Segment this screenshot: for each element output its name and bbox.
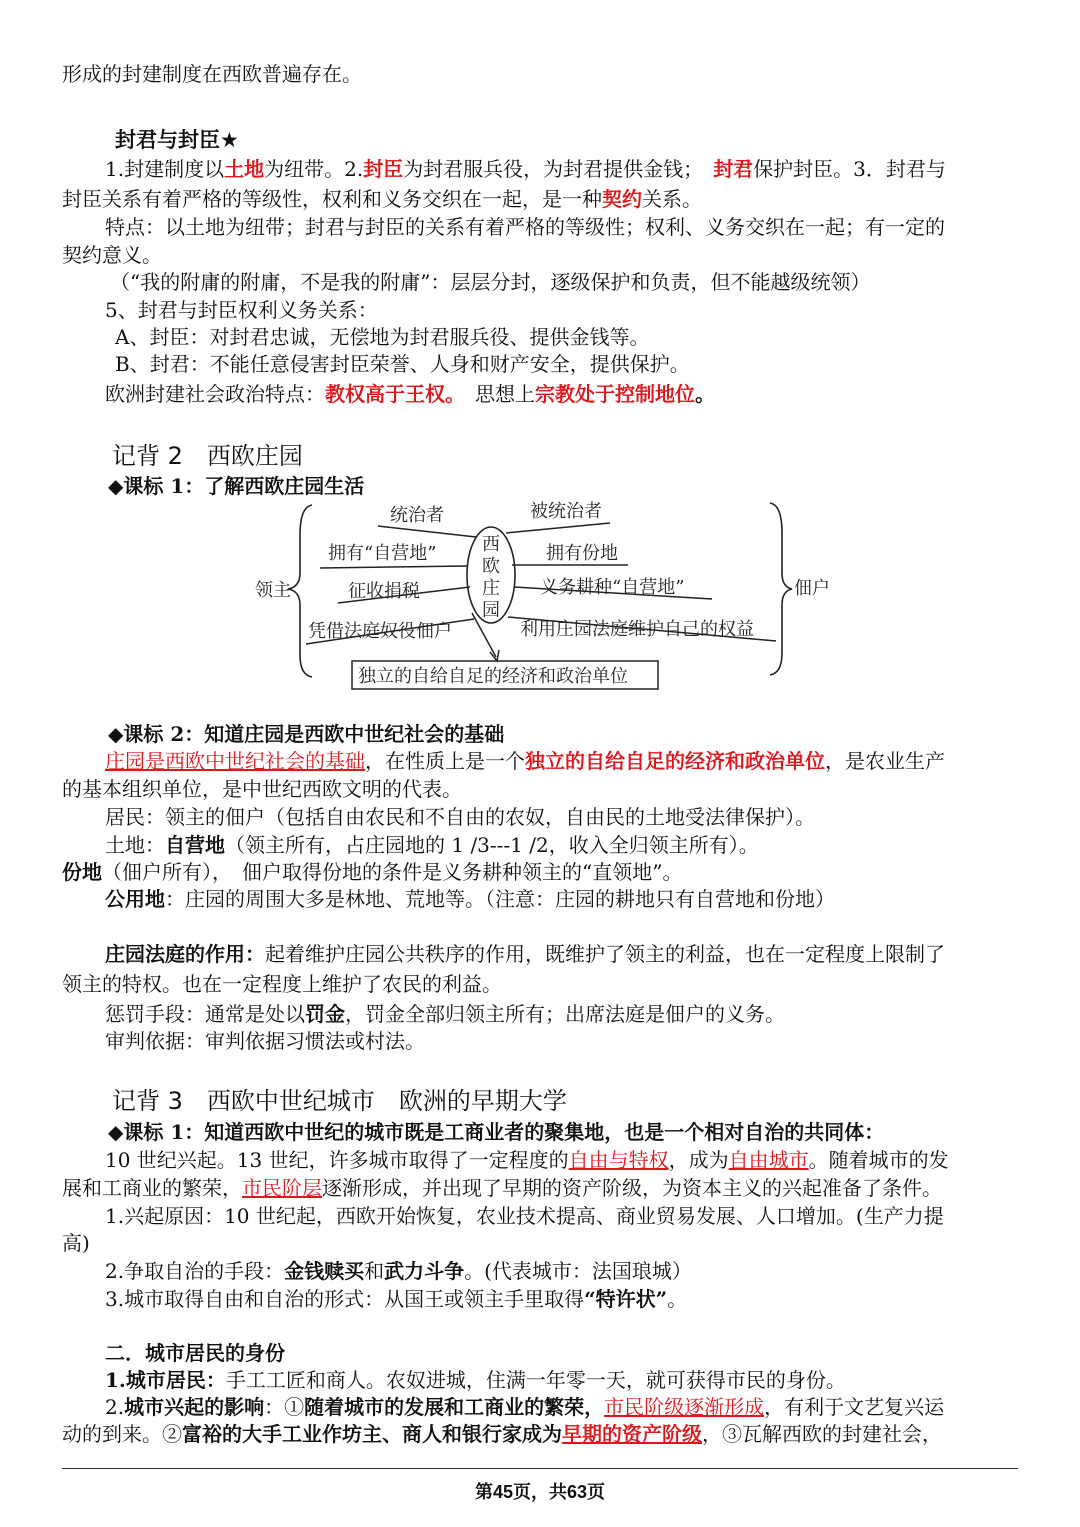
manor-char: 西 xyxy=(482,534,500,555)
paragraph-line: B、封君：不能任意侵害封臣荣誉、人身和财产安全，提供保护。 xyxy=(115,352,690,376)
paragraph-line: 1.城市居民：手工工匠和商人。农奴进城，住满一年零一天，就可获得市民的身份。 xyxy=(105,1368,846,1392)
diagram-right-item: 被统治者 xyxy=(530,501,602,522)
paragraph-line: 惩罚手段：通常是处以罚金，罚金全部归领主所有；出席法庭是佃户的义务。 xyxy=(105,1002,785,1026)
paragraph-line: A、封臣：对封君忠诚，无偿地为封君服兵役、提供金钱等。 xyxy=(115,325,650,349)
text-line: 形成的封建制度在西欧普遍存在。 xyxy=(62,62,362,86)
manor-char: 欧 xyxy=(482,556,500,577)
manor-diagram xyxy=(250,495,830,695)
paragraph-line: 封臣关系有着严格的等级性，权利和义务交织在一起，是一种契约关系。 xyxy=(62,187,702,211)
lord-label: 领主 xyxy=(255,580,291,601)
subheading: 二．城市居民的身份 xyxy=(105,1341,285,1365)
tenant-label: 佃户 xyxy=(794,578,830,599)
diagram-right-item: 义务耕种“自营地” xyxy=(540,577,685,598)
paragraph-line: 庄园是西欧中世纪社会的基础，在性质上是一个独立的自给自足的经济和政治单位，是农业生产 xyxy=(105,749,945,773)
curriculum-standard: ◆课标 1：知道西欧中世纪的城市既是工商业者的聚集地，也是一个相对自治的共同体： xyxy=(108,1120,885,1144)
paragraph-line: 公用地：庄园的周围大多是林地、荒地等。（注意：庄园的耕地只有自营地和份地） xyxy=(105,887,835,911)
paragraph-line: 10 世纪兴起。13 世纪，许多城市取得了一定程度的自由与特权，成为自由城市。随着城市的发 xyxy=(105,1148,949,1172)
diagram-bottom-text: 独立的自给自足的经济和政治单位 xyxy=(358,666,628,687)
paragraph-line: 3.城市取得自由和自治的形式：从国王或领主手里取得“特许状”。 xyxy=(105,1287,688,1311)
curriculum-standard: ◆课标 1：了解西欧庄园生活 xyxy=(108,474,365,498)
manor-char: 园 xyxy=(482,600,500,621)
paragraph-line: 领主的特权。也在一定程度上维护了农民的利益。 xyxy=(62,972,502,996)
paragraph-line: 5、封君与封臣权利义务关系： xyxy=(105,298,378,322)
diagram-left-item: 征收捐税 xyxy=(348,581,420,602)
left-brace xyxy=(288,505,312,677)
section-heading: 记背 3 西欧中世纪城市 欧洲的早期大学 xyxy=(112,1087,567,1115)
diagram-right-item: 利用庄园法庭维护自己的权益 xyxy=(520,619,754,640)
right-brace xyxy=(770,503,792,675)
manor-char: 庄 xyxy=(482,578,500,599)
paragraph-line: 欧洲封建社会政治特点：教权高于王权。 思想上宗教处于控制地位。 xyxy=(105,382,715,406)
paragraph-line: 审判依据：审判依据习惯法或村法。 xyxy=(105,1029,425,1053)
paragraph-line: 庄园法庭的作用：起着维护庄园公共秩序的作用，既维护了领主的利益，也在一定程度上限制了 xyxy=(105,942,945,966)
diagram-left-item: 统治者 xyxy=(390,505,444,526)
diagram-right-item: 拥有份地 xyxy=(546,543,618,564)
paragraph-line: 1.封建制度以土地为纽带。2.封臣为封君服兵役，为封君提供金钱； 封君保护封臣。3．封君与 xyxy=(105,157,946,181)
diagram-left-item: 拥有“自营地” xyxy=(328,543,437,564)
footer-divider xyxy=(62,1468,1018,1469)
paragraph-line: 2.城市兴起的影响：①随着城市的发展和工商业的繁荣，市民阶级逐渐形成，有利于文艺复兴运 xyxy=(105,1395,945,1419)
curriculum-standard: ◆课标 2：知道庄园是西欧中世纪社会的基础 xyxy=(108,722,505,746)
paragraph-line: 高) xyxy=(62,1231,90,1255)
page-number: 第45页，共63页 xyxy=(474,1482,606,1502)
paragraph-line: 份地（佃户所有）， 佃户取得份地的条件是义务耕种领主的“直领地”。 xyxy=(62,860,683,884)
paragraph-line: 1.兴起原因：10 世纪起，西欧开始恢复，农业技术提高、商业贸易发展、人口增加。(生产力提 xyxy=(105,1204,944,1228)
section-heading: 记背 2 西欧庄园 xyxy=(112,442,303,470)
paragraph-line: 2.争取自治的手段：金钱赎买和武力斗争。(代表城市：法国琅城） xyxy=(105,1259,692,1283)
paragraph-line: 的基本组织单位，是中世纪西欧文明的代表。 xyxy=(62,777,462,801)
paragraph-line: 特点：以土地为纽带；封君与封臣的关系有着严格的等级性；权利、义务交织在一起；有一定的 xyxy=(105,215,945,239)
section-title: 封君与封臣★ xyxy=(115,128,239,152)
paragraph-line: 土地：自营地（领主所有，占庄园地的 1 /3---1 /2，收入全归领主所有）。 xyxy=(105,833,759,857)
paragraph-line: 动的到来。②富裕的大手工业作坊主、商人和银行家成为早期的资产阶级，③瓦解西欧的封建社会， xyxy=(62,1422,942,1446)
paragraph-line: 展和工商业的繁荣，市民阶层逐渐形成，并出现了早期的资产阶级，为资本主义的兴起准备了条件。 xyxy=(62,1176,942,1200)
paragraph-line: 契约意义。 xyxy=(62,243,162,267)
diagram-left-item: 凭借法庭奴役佃户 xyxy=(308,621,452,642)
paragraph-line: 居民：领主的佃户（包括自由农民和不自由的农奴，自由民的土地受法律保护）。 xyxy=(105,805,815,829)
paragraph-line: （“我的附庸的附庸，不是我的附庸”：层层分封，逐级保护和负责，但不能越级统领） xyxy=(110,270,871,294)
